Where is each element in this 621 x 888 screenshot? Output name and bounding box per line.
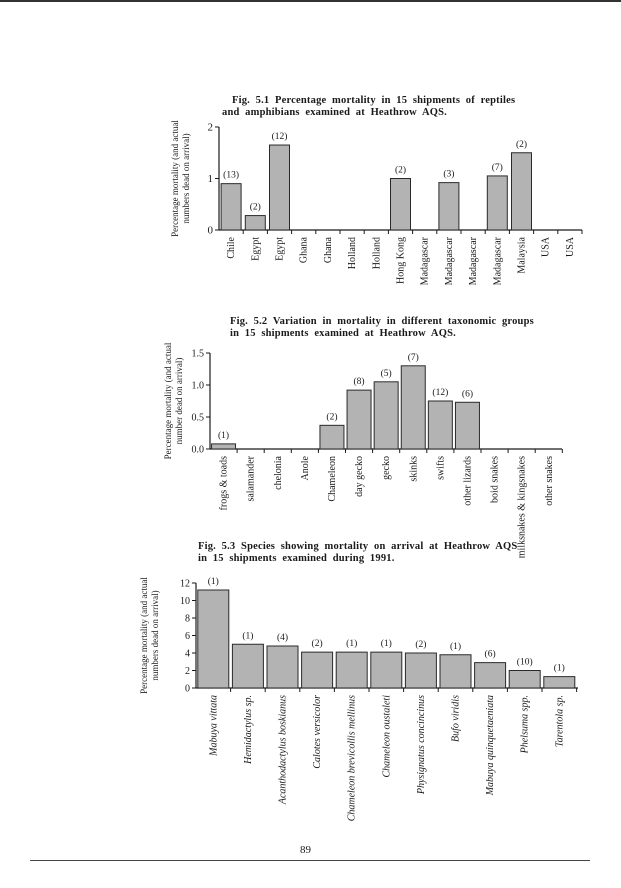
fig1-y-tick-label: 2 <box>207 121 213 134</box>
fig3-data-label: (1) <box>553 663 565 674</box>
fig1-data-label: (3) <box>443 169 455 180</box>
fig3-category-label: Acanthodactylus boskianus <box>277 695 289 805</box>
fig2-bar <box>374 382 398 449</box>
fig1-bar <box>391 179 411 231</box>
fig1-data-label: (2) <box>394 165 407 176</box>
fig2-category-label: milksnakes & kingsnakes <box>516 456 528 559</box>
fig1-category-label: Madagascar <box>492 237 504 286</box>
fig2-category-label: other lizards <box>462 456 474 506</box>
fig1-category-label: Hong Kong <box>395 237 407 284</box>
fig1-category-label: USA <box>540 237 552 258</box>
fig1-bar <box>270 145 290 230</box>
fig1-title-line1: Fig. 5.1 Percentage mortality in 15 shipments of reptiles <box>232 95 516 106</box>
fig2-y-tick-label: 1.5 <box>191 348 204 360</box>
fig3-data-label: (1) <box>449 641 462 652</box>
fig3-data-label: (1) <box>207 577 219 587</box>
fig3-y-tick-label: 10 <box>180 596 190 607</box>
fig2-data-label: (8) <box>353 377 365 388</box>
fig2-category-label: frogs & toads <box>218 456 230 511</box>
fig3-data-label: (10) <box>516 657 533 668</box>
fig1-category-label: USA <box>564 237 576 258</box>
fig3-category-label: Tarentola sp. <box>554 695 566 748</box>
fig2-category-label: boid snakes <box>489 456 501 503</box>
fig1-data-label: (2) <box>249 202 261 213</box>
fig3-data-label: (1) <box>380 639 392 650</box>
fig3-data-label: (1) <box>242 631 254 642</box>
fig3-y-axis-label: Percentage mortality (and actual <box>139 577 149 694</box>
fig2-data-label: (7) <box>407 352 419 363</box>
fig3-category-label: Mabuya vittata <box>208 695 220 756</box>
fig2-y-tick-label: 0.5 <box>191 412 204 424</box>
fig3-bar <box>302 652 333 688</box>
fig2-bar <box>401 366 425 449</box>
fig1-bar <box>487 176 507 230</box>
fig3-category-label: Chameleon brevicollis mellinus <box>346 695 358 822</box>
fig1-data-label: (13) <box>223 170 240 181</box>
fig1-category-label: Madagascar <box>468 236 480 286</box>
fig2-data-label: (12) <box>432 388 449 398</box>
fig3-bar <box>475 663 506 688</box>
fig1-category-label: Madagascar <box>419 237 431 286</box>
fig1-y-tick-label: 0 <box>207 224 213 237</box>
fig3-y-tick-label: 12 <box>180 578 190 590</box>
fig1-y-axis-label: Percentage mortality (and actual <box>170 120 180 237</box>
fig3-bar <box>405 653 436 688</box>
page-number: 89 <box>300 844 311 856</box>
fig2-category-label: gecko <box>381 456 393 480</box>
fig2-category-label: skinks <box>408 456 420 482</box>
fig3-y-tick-label: 4 <box>185 648 190 660</box>
fig3-bar <box>371 652 402 688</box>
fig1-data-label: (2) <box>515 139 528 150</box>
fig2-bar <box>347 390 371 449</box>
fig1-category-label: Madagascar <box>443 237 455 286</box>
fig2-bar <box>212 444 236 449</box>
fig1-category-label: Ghana <box>322 237 334 264</box>
fig2-category-label: Anole <box>299 456 311 481</box>
fig3-category-label: Mabuya quinquetaeniata <box>485 695 497 796</box>
fig1-data-label: (7) <box>491 162 503 173</box>
fig3-data-label: (4) <box>276 633 289 643</box>
fig1-category-label: Egypt <box>274 237 286 261</box>
fig2-data-label: (5) <box>380 368 392 379</box>
fig1-category-label: Chile <box>226 237 238 259</box>
fig1-category-label: Ghana <box>298 237 310 264</box>
fig1-bar <box>245 216 265 230</box>
fig2-category-label: day gecko <box>354 456 366 497</box>
fig1-y-tick-label: 1 <box>207 173 213 185</box>
fig3-y-tick-label: 8 <box>185 613 190 625</box>
fig1-category-label: Holland <box>371 237 383 270</box>
fig2-title-line1: Fig. 5.2 Variation in mortality in different taxonomic groups <box>230 316 534 327</box>
fig2-bar <box>428 401 452 449</box>
bottom-rule <box>30 860 590 861</box>
fig2-category-label: chelonia <box>272 456 284 490</box>
fig1-title-line2: and amphibians examined at Heathrow AQS. <box>222 107 447 118</box>
fig3-bar <box>336 652 367 688</box>
fig2-bar <box>320 425 344 449</box>
fig2-category-label: salamander <box>245 456 257 502</box>
fig3-bar <box>440 655 471 688</box>
fig2-title-line2: in 15 shipments examined at Heathrow AQS. <box>230 328 456 339</box>
fig3-bar <box>232 644 263 688</box>
fig2-category-label: swifts <box>435 456 447 480</box>
fig2-data-label: (1) <box>218 430 230 441</box>
fig2-y-tick-label: 0.0 <box>191 444 204 456</box>
fig2-y-axis-label: Percentage mortality (and actual <box>163 342 173 460</box>
fig3-bar <box>509 671 540 689</box>
fig3-y-tick-label: 0 <box>185 683 190 695</box>
fig3-category-label: Bufo viridis <box>450 695 462 742</box>
fig3-data-label: (1) <box>346 639 358 650</box>
fig3-category-label: Physignatus concincinus <box>415 695 427 795</box>
fig1-data-label: (12) <box>271 132 288 143</box>
fig3-title-line1: Fig. 5.3 Species showing mortality on arrival at Heathrow AQS <box>198 541 518 552</box>
fig2-category-label: Chameleon <box>326 456 338 502</box>
fig2-category-label: other snakes <box>543 456 555 506</box>
fig3-data-label: (2) <box>311 639 323 650</box>
fig3-data-label: (2) <box>415 640 427 650</box>
fig3-y-tick-label: 2 <box>185 666 190 677</box>
fig3-category-label: Calotes versicolor <box>312 695 324 769</box>
fig2-y-axis-label: number dead on arrival) <box>174 357 184 445</box>
fig1-category-label: Holland <box>347 237 359 270</box>
fig1-bar <box>221 184 241 230</box>
fig1-bar <box>512 153 532 230</box>
fig1-bar <box>439 183 459 230</box>
fig3-category-label: Hemidactylus sp. <box>242 695 254 764</box>
fig1-category-label: Egypt <box>250 237 262 261</box>
fig2-data-label: (2) <box>326 412 338 423</box>
fig3-category-label: Chameleon oustaleti <box>381 695 393 778</box>
fig2-bar <box>455 402 479 449</box>
fig2-data-label: (6) <box>461 389 473 400</box>
fig3-y-tick-label: 6 <box>185 631 190 642</box>
fig3-y-axis-label: numbers dead on arrival) <box>150 590 160 681</box>
fig3-bar <box>198 590 229 688</box>
fig3-title-line2: in 15 shipments examined during 1991. <box>198 553 395 564</box>
fig3-category-label: Phelsuma spp. <box>519 695 531 754</box>
fig3-bar <box>544 677 575 688</box>
fig1-category-label: Malaysia <box>516 237 528 274</box>
fig3-data-label: (6) <box>484 649 496 660</box>
fig1-y-axis-label: numbers dead on arrival) <box>181 133 191 224</box>
fig2-y-tick-label: 1.0 <box>191 380 204 392</box>
fig3-bar <box>267 646 298 688</box>
